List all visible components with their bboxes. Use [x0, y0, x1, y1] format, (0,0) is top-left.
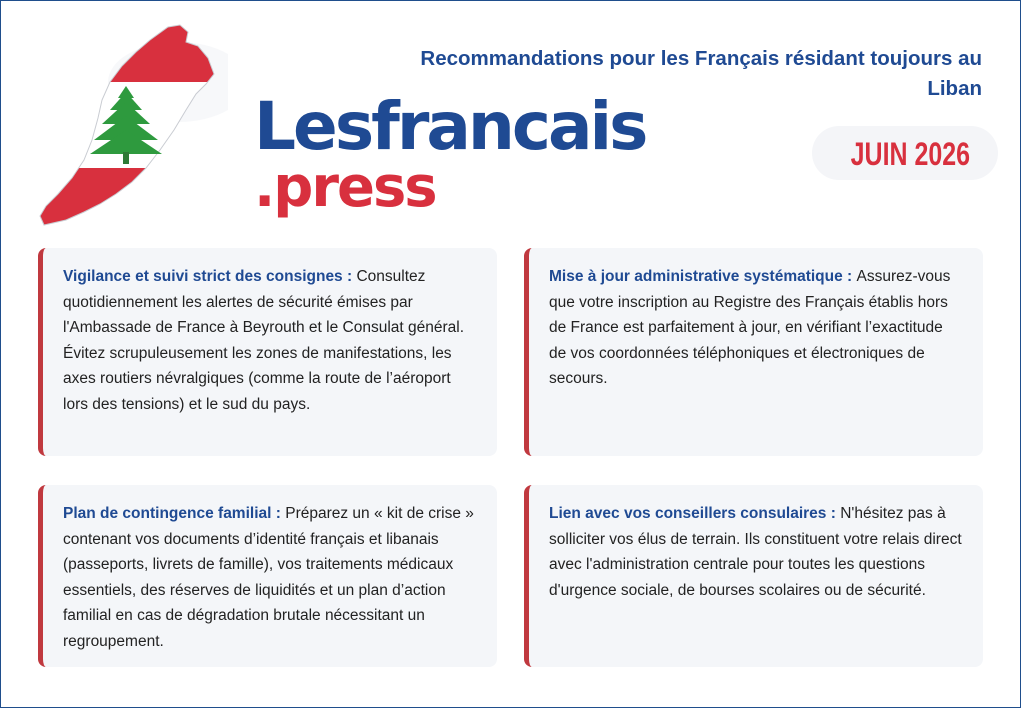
recommendation-card-vigilance [38, 248, 497, 456]
card-body: N'hésitez pas à solliciter vos élus de terrain. Ils constituent votre relais direct avec l'administration centrale pour toutes les questions d'urgence sociale, de bourses scolaires ou de sécurité. [549, 505, 962, 599]
recommendation-card-administrative [524, 248, 983, 456]
card-body: Préparez un « kit de crise » contenant vos documents d’identité français et libanais (passeports, livrets de famille), vos traitements médicaux essentiels, des réserves de liquidités et un plan d’action familial en cas de dégradation brutale nécessitant un regroupement. [63, 505, 474, 650]
site-logo-text: Lesfrancais [254, 88, 646, 165]
card-body: Assurez-vous que votre inscription au Registre des Français établis hors de France est parfaitement à jour, en vérifiant l’exactitude de vos coordonnées téléphoniques et électroniques de secours. [549, 268, 951, 387]
lebanon-map-flag-icon [28, 22, 228, 232]
card-title: Lien avec vos conseillers consulaires : [549, 505, 836, 522]
page-title: Recommandations pour les Français résidant toujours au Liban [420, 47, 982, 100]
recommendation-card-contingency [38, 485, 497, 667]
card-body: Consultez quotidiennement les alertes de sécurité émises par l'Ambassade de France à Beyrouth et le Consulat général. Évitez scrupuleusement les zones de manifestations, les axes routiers névralgiques (comme la route de l’aéroport lors des tensions) et le sud du pays. [63, 268, 465, 413]
recommendation-card-consular [524, 485, 983, 667]
site-logo-suffix: .press [254, 155, 436, 220]
card-title: Plan de contingence familial : [63, 505, 281, 522]
card-title: Vigilance et suivi strict des consignes : [63, 268, 353, 285]
card-title: Mise à jour administrative systématique : [549, 268, 853, 285]
date-badge: JUIN 2026 [850, 136, 970, 172]
